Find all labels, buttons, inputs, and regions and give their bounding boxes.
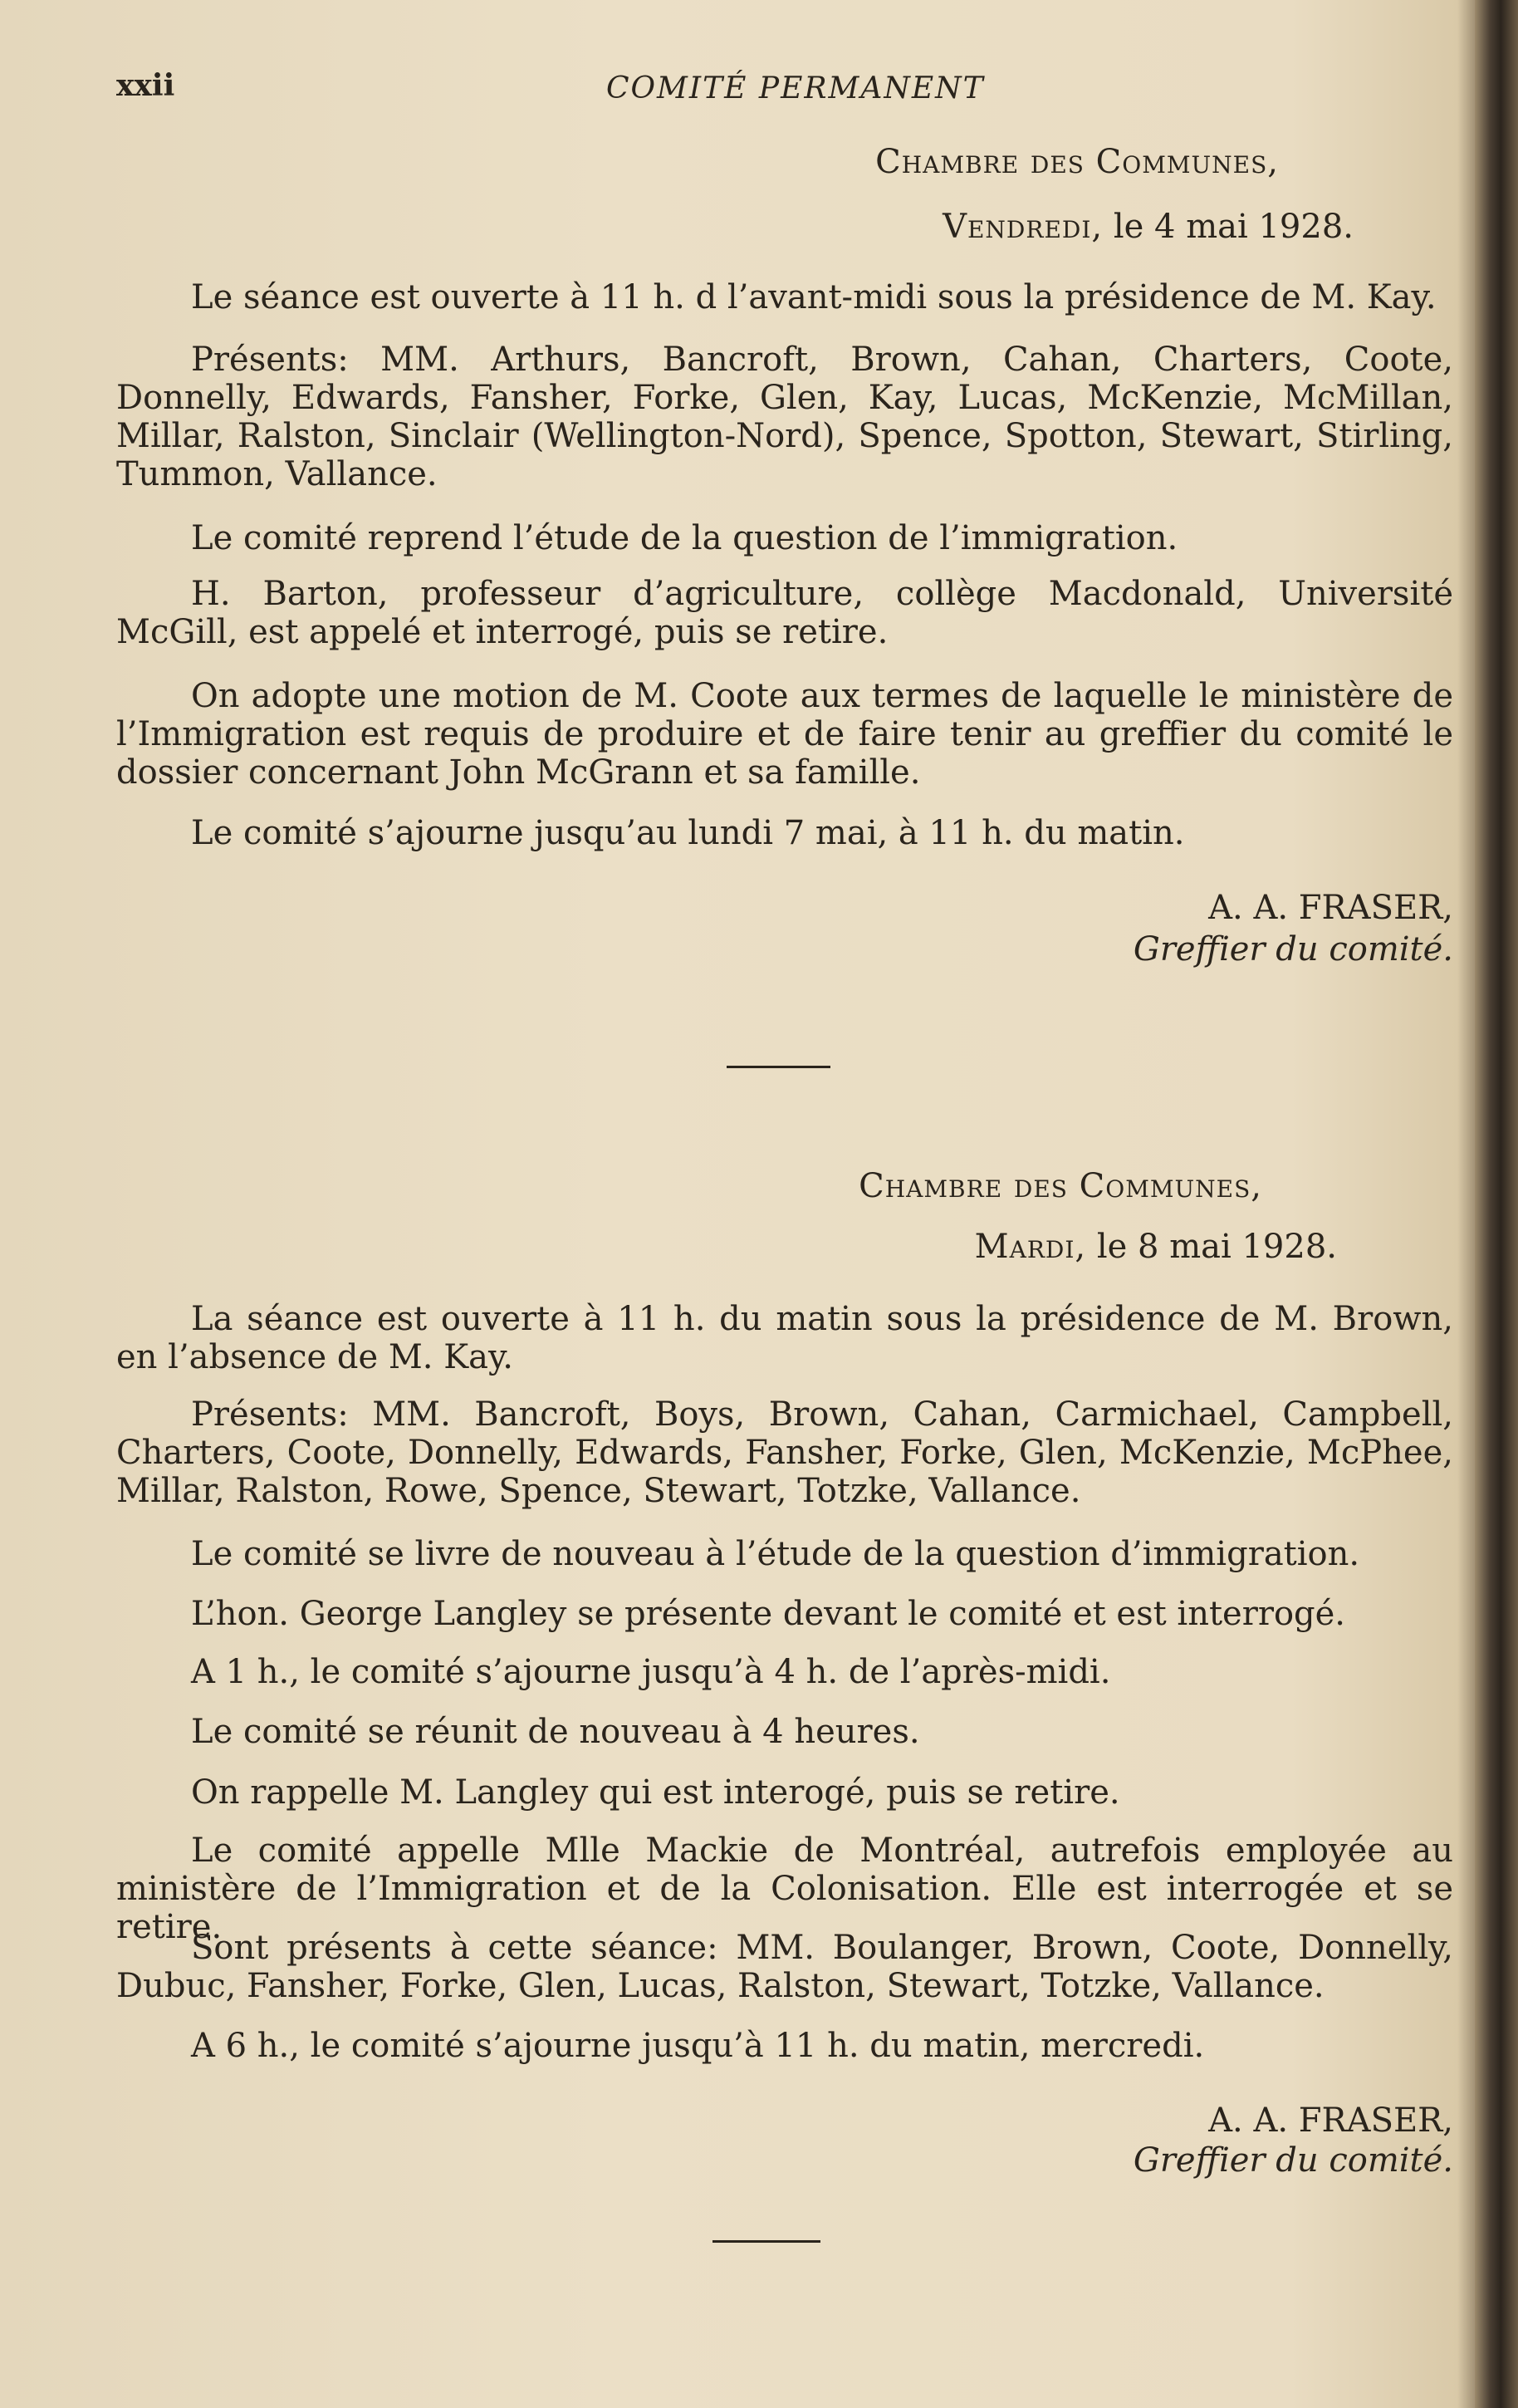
session2-para-7 — [116, 1773, 1453, 1812]
session1-para-6 — [116, 814, 1453, 852]
session2-recall: On rappelle M. Langley qui est interogé, puis se retire. — [191, 1773, 1120, 1812]
bottom-divider — [712, 2240, 820, 2243]
session2-date — [116, 1228, 1453, 1266]
session2-chamber: Chambre des Communes, — [859, 1167, 1262, 1205]
session2-para-5 — [116, 1653, 1453, 1691]
session1-signature-title: Greffier du comité. — [1133, 930, 1453, 969]
session1-para-3 — [116, 519, 1453, 557]
session1-signature-name: A. A. FRASER, — [1208, 889, 1453, 927]
session1-date — [116, 208, 1453, 246]
session2-opening: La séance est ouverte à 11 h. du matin sous la présidence de M. Brown, en l’absence de M. Kay. — [116, 1300, 1453, 1376]
session1-study: Le comité reprend l’étude de la question de l’immigration. — [191, 519, 1178, 557]
session2-signature-title: Greffier du comité. — [1133, 2141, 1453, 2180]
book-spine-shadow — [1475, 0, 1518, 2408]
session2-signature-name: A. A. FRASER, — [1208, 2101, 1453, 2140]
running-title: COMITÉ PERMANENT — [606, 71, 985, 105]
session2-para-2 — [116, 1395, 1453, 1510]
session1-para-2 — [116, 341, 1453, 493]
session2-para-6 — [116, 1713, 1453, 1751]
session2-date-rest: le 8 mai 1928. — [1086, 1228, 1337, 1266]
session2-para-9 — [116, 1929, 1453, 2005]
session1-para-5 — [116, 677, 1453, 792]
session1-opening: Le séance est ouverte à 11 h. d l’avant-midi sous la présidence de M. Kay. — [191, 278, 1437, 316]
session2-para-10 — [116, 2027, 1453, 2065]
session1-witness: H. Barton, professeur d’agriculture, collège Macdonald, Université McGill, est appelé et interrogé, puis se retire. — [116, 575, 1453, 651]
section-divider — [727, 1066, 830, 1068]
session2-reconvene: Le comité se réunit de nouveau à 4 heures. — [191, 1713, 920, 1751]
session1-adjourn: Le comité s’ajourne jusqu’au lundi 7 mai, à 11 h. du matin. — [191, 814, 1185, 852]
session1-date-rest: le 4 mai 1928. — [1103, 208, 1354, 246]
session1-chamber: Chambre des Communes, — [875, 143, 1279, 181]
session2-para-3 — [116, 1535, 1453, 1573]
session1-para-4 — [116, 575, 1453, 651]
session1-motion: On adopte une motion de M. Coote aux termes de laquelle le ministère de l’Immigration est requis de produire et de faire tenir au greffier du comité le dossier concernant John McGrann et sa famille. — [116, 677, 1453, 792]
page-number: xxii — [116, 68, 175, 103]
session2-present-afternoon: Sont présents à cette séance: MM. Boulanger, Brown, Coote, Donnelly, Dubuc, Fansher, Forke, Glen, Lucas, Ralston, Stewart, Totzke, Vallance. — [116, 1929, 1453, 2005]
page-header — [116, 66, 1453, 108]
session1-date-day: Vendredi, — [943, 208, 1104, 246]
session2-study: Le comité se livre de nouveau à l’étude de la question d’immigration. — [191, 1535, 1360, 1573]
session2-adjourn-1: A 1 h., le comité s’ajourne jusqu’à 4 h. de l’après-midi. — [191, 1653, 1111, 1691]
session2-adjourn-2: A 6 h., le comité s’ajourne jusqu’à 11 h. du matin, mercredi. — [191, 2027, 1205, 2065]
session2-langley: L’hon. George Langley se présente devant le comité et est interrogé. — [191, 1595, 1346, 1633]
session2-para-4 — [116, 1595, 1453, 1633]
session2-date-day: Mardi, — [974, 1228, 1087, 1266]
session1-present: Présents: MM. Arthurs, Bancroft, Brown, Cahan, Charters, Coote, Donnelly, Edwards, Fansher, Forke, Glen, Kay, Lucas, McKenzie, McMillan, Millar, Ralston, Sinclair (Wellington-Nord), Spence, Spotton, Stewart, Stirling, Tummon, Vallance. — [116, 341, 1453, 493]
session2-para-1 — [116, 1300, 1453, 1376]
session2-mackie: Le comité appelle Mlle Mackie de Montréal, autrefois employée au ministère de l’Immigration et de la Colonisation. Elle est interrogée et se retire. — [116, 1832, 1453, 1946]
session2-present: Présents: MM. Bancroft, Boys, Brown, Cahan, Carmichael, Campbell, Charters, Coote, Donnelly, Edwards, Fansher, Forke, Glen, McKenzie, McPhee, Millar, Ralston, Rowe, Spence, Stewart, Totzke, Vallance. — [116, 1395, 1453, 1510]
session1-para-1 — [116, 278, 1453, 316]
